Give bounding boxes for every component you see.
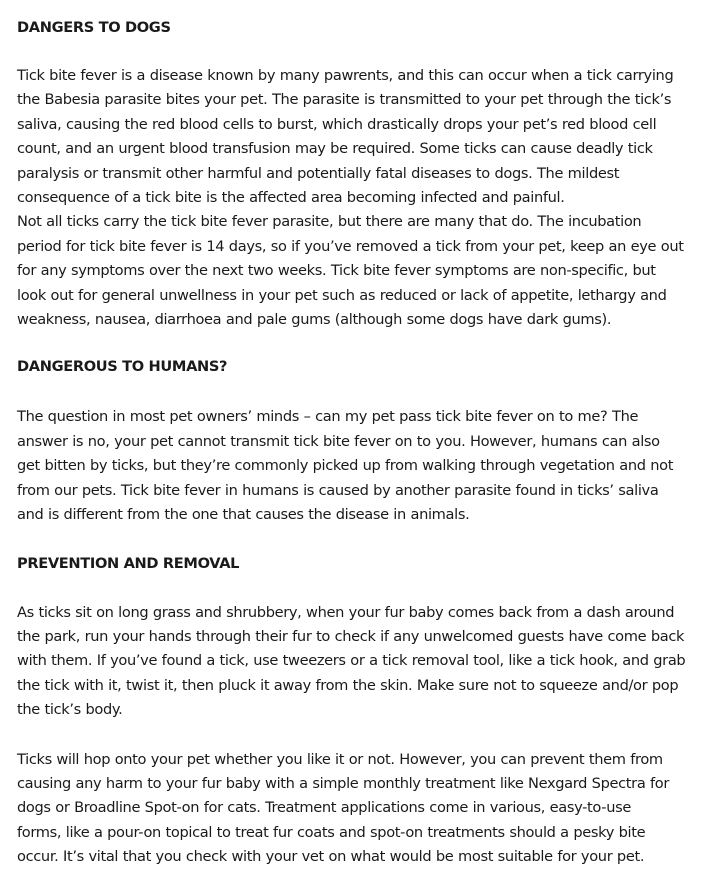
text-line: Ticks will hop onto your pet whether you like it or not. However, you can prevent them from — [17, 750, 663, 768]
paragraph-tick-treatment — [17, 748, 684, 870]
text-line: dogs or Broadline Spot-on for cats. Treatment applications come in various, easy-to-use — [17, 799, 631, 817]
paragraph-dangerous-to-humans — [17, 405, 684, 527]
text-line: forms, like a pour-on topical to treat fur coats and spot-on treatments should a pesky bite — [17, 823, 646, 841]
text-line: the tick with it, twist it, then pluck it away from the skin. Make sure not to squeeze and/or pop — [17, 676, 679, 694]
text-line: As ticks sit on long grass and shrubbery, when your fur baby comes back from a dash around — [17, 603, 675, 621]
text-line: saliva, causing the red blood cells to burst, which drastically drops your pet’s red blood cell — [17, 115, 657, 133]
section-heading-dangerous-to-humans: DANGEROUS TO HUMANS? — [17, 358, 228, 376]
text-line: get bitten by ticks, but they’re commonly picked up from walking through vegetation and not — [17, 457, 674, 475]
text-line: answer is no, your pet cannot transmit tick bite fever on to you. However, humans can also — [17, 432, 660, 450]
text-line: and is different from the one that causes the disease in animals. — [17, 506, 470, 524]
text-line: with them. If you’ve found a tick, use tweezers or a tick removal tool, like a tick hook, and grab — [17, 652, 686, 670]
text-line: period for tick bite fever is 14 days, so if you’ve removed a tick from your pet, keep an eye out — [17, 237, 684, 255]
text-line: Tick bite fever is a disease known by many pawrents, and this can occur when a tick carrying — [17, 67, 674, 84]
text-line: the park, run your hands through their fur to check if any unwelcomed guests have come back — [17, 627, 685, 645]
text-line: the tick’s body. — [17, 701, 123, 719]
text-line: count, and an urgent blood transfusion may be required. Some ticks can cause deadly tick — [17, 140, 653, 158]
text-line: causing any harm to your fur baby with a simple monthly treatment like Nexgard Spectra for — [17, 774, 670, 792]
paragraph-prevention-and-removal — [17, 601, 684, 723]
section-heading-dangers-to-dogs: DANGERS TO DOGS — [17, 19, 171, 36]
text-line: the Babesia parasite bites your pet. The parasite is transmitted to your pet through the tick’s — [17, 91, 672, 109]
text-line: paralysis or transmit other harmful and potentially fatal diseases to dogs. The mildest — [17, 164, 620, 182]
text-line: consequence of a tick bite is the affected area becoming infected and painful. — [17, 189, 565, 207]
text-line: occur. It’s vital that you check with your vet on what would be most suitable for your pet. — [17, 848, 645, 866]
text-line: weakness, nausea, diarrhoea and pale gums (although some dogs have dark gums). — [17, 311, 612, 329]
text-line: Not all ticks carry the tick bite fever parasite, but there are many that do. The incubation — [17, 213, 642, 231]
text-line: look out for general unwellness in your pet such as reduced or lack of appetite, lethargy and — [17, 286, 667, 304]
text-line: The question in most pet owners’ minds – can my pet pass tick bite fever on to me? The — [17, 408, 639, 426]
paragraph-dangers-to-dogs — [17, 64, 684, 332]
text-line: from our pets. Tick bite fever in humans is caused by another parasite found in ticks’ saliva — [17, 481, 659, 499]
section-heading-prevention-and-removal: PREVENTION AND REMOVAL — [17, 554, 240, 572]
text-line: for any symptoms over the next two weeks. Tick bite fever symptoms are non-specific, but — [17, 262, 656, 280]
